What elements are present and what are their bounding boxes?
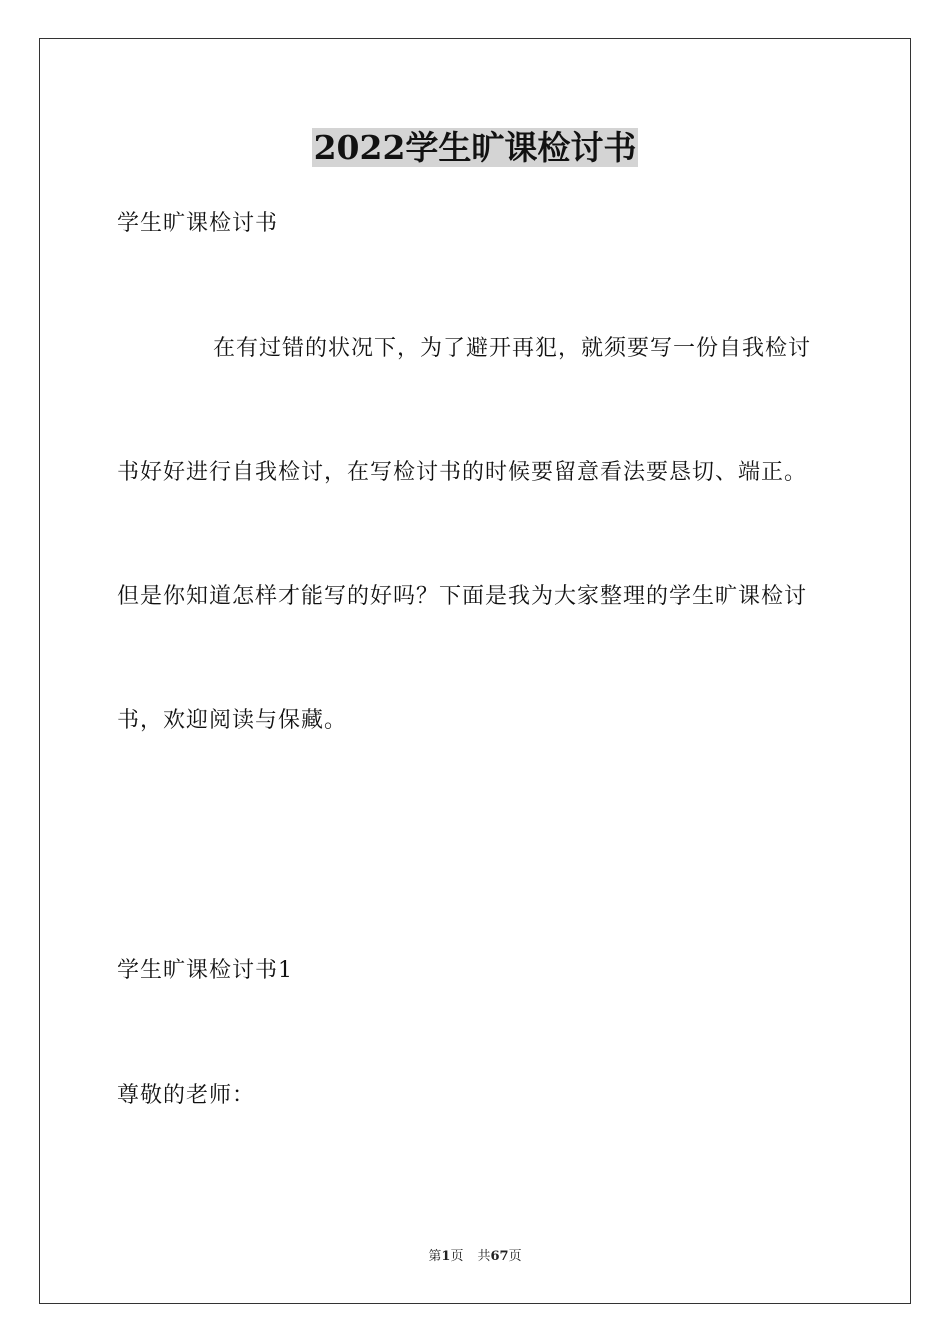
section-heading: 学生旷课检讨书1 xyxy=(117,958,293,983)
footer-page-number: 1 xyxy=(441,1249,451,1264)
document-subtitle: 学生旷课检讨书 xyxy=(117,211,279,236)
page-footer xyxy=(0,1248,950,1266)
footer-total-pages: 67 xyxy=(490,1249,509,1264)
footer-page-suffix: 页 xyxy=(450,1249,464,1264)
intro-line-2: 书好好进行自我检讨，在写检讨书的时候要留意看法要恳切、端正。 xyxy=(117,460,808,485)
document-title-text: 2022学生旷课检讨书 xyxy=(313,128,637,167)
intro-line-1: 在有过错的状况下，为了避开再犯，就须要写一份自我检讨 xyxy=(213,336,812,361)
footer-total-suffix: 页 xyxy=(508,1249,522,1264)
footer-page-prefix: 第 xyxy=(428,1249,442,1264)
document-title xyxy=(0,124,950,172)
intro-line-4: 书，欢迎阅读与保藏。 xyxy=(117,708,348,733)
footer-total-prefix: 共 xyxy=(477,1249,491,1264)
salutation: 尊敬的老师： xyxy=(117,1083,256,1108)
intro-line-3: 但是你知道怎样才能写的好吗？下面是我为大家整理的学生旷课检讨 xyxy=(117,584,808,609)
